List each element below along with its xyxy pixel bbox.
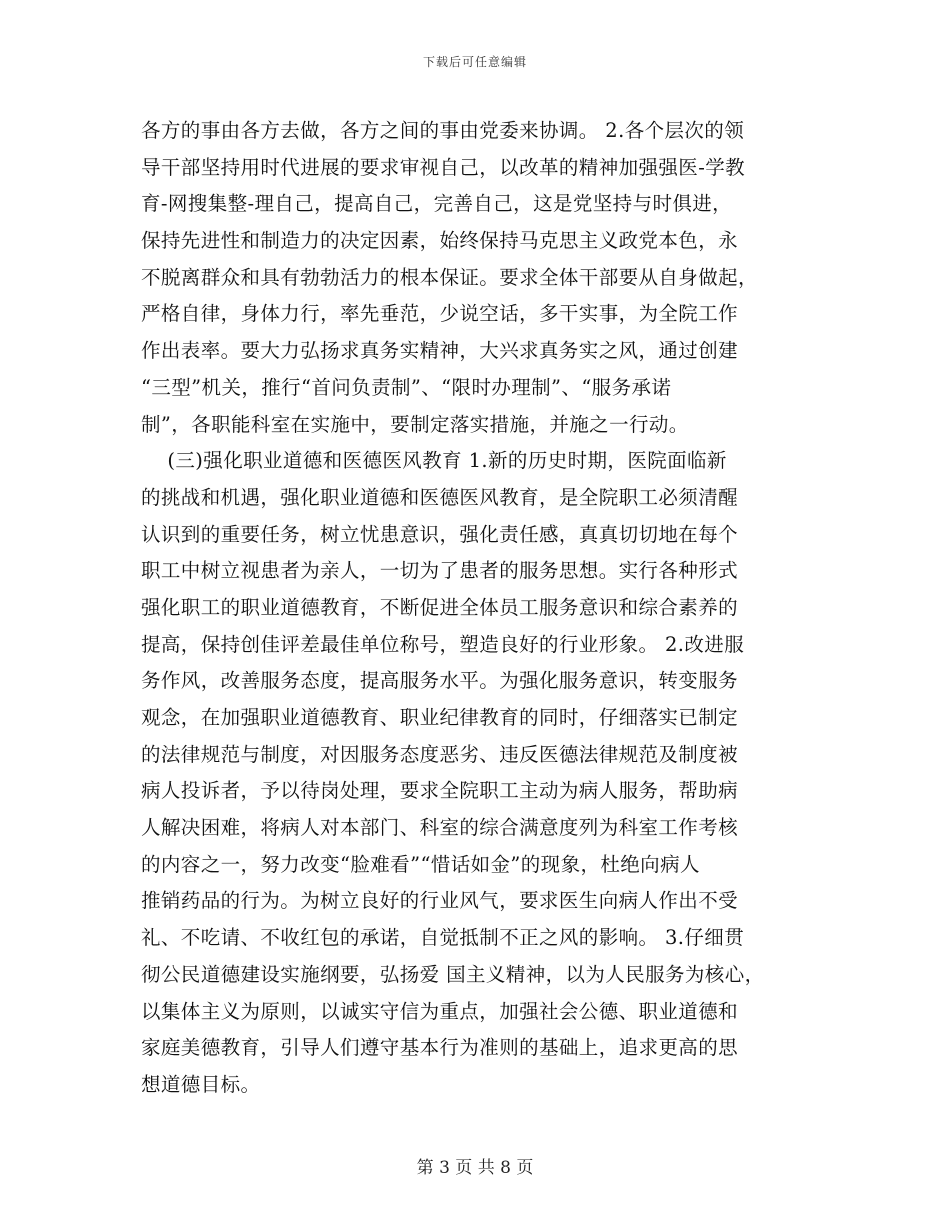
text-line: 观念，在加强职业道德教育、职业纪律教育的同时，仔细落实已制定 — [141, 706, 739, 729]
page-number: 第 3 页 共 8 页 — [416, 1158, 534, 1178]
text-line: 提高，保持创佳评差最佳单位称号，塑造良好的行业形象。 2.改进服 — [141, 632, 745, 656]
text-line: 病人投诉者，予以待岗处理，要求全院职工主动为病人服务，帮助病 — [141, 779, 739, 803]
page-header: 下载后可任意编辑 — [422, 55, 527, 69]
text-line: 的法律规范与制度，对因服务态度恶劣、违反医德法律规范及制度被 — [141, 742, 739, 766]
text-line: 保持先进性和制造力的决定因素，始终保持马克思主义政党本色，永 — [141, 229, 739, 253]
text-line: 职工中树立视患者为亲人，一切为了患者的服务思想。实行各种形式 — [141, 559, 739, 583]
text-line: 彻公民道德建设实施纲要，弘扬爱 国主义精神，以为人民服务为核心， — [141, 962, 765, 986]
text-line: 以集体主义为原则，以诚实守信为重点，加强社会公德、职业道德和 — [141, 999, 739, 1023]
text-line: (三)强化职业道德和医德医风教育 1.新的历史时期，医院面临新 — [141, 449, 727, 473]
text-line: 强化职工的职业道德教育，不断促进全体员工服务意识和综合素养的 — [141, 595, 739, 619]
text-line: 各方的事由各方去做，各方之间的事由党委来协调。 2.各个层次的领 — [141, 119, 745, 142]
text-line: 推销药品的行为。为树立良好的行业风气，要求医生向病人作出不受 — [141, 889, 739, 913]
text-line: 不脱离群众和具有勃勃活力的根本保证。要求全体干部要从自身做起， — [141, 265, 758, 289]
text-line: 的内容之一，努力改变“脸难看”“惜话如金”的现象，杜绝向病人 — [141, 852, 700, 876]
text-line: “三型”机关，推行“首问负责制”、“限时办理制”、“服务承诺 — [141, 375, 672, 399]
text-line: 人解决困难，将病人对本部门、科室的综合满意度列为科室工作考核 — [141, 816, 739, 840]
text-line: 家庭美德教育，引导人们遵守基本行为准则的基础上，追求更高的思 — [141, 1036, 739, 1060]
text-line: 育-网搜集整-理自己，提高自己，完善自己，这是党坚持与时俱进， — [141, 192, 733, 216]
text-line: 严格自律，身体力行，率先垂范，少说空话，多干实事，为全院工作 — [141, 302, 739, 326]
text-line: 务作风，改善服务态度，提高服务水平。为强化服务意识，转变服务 — [141, 669, 739, 693]
text-line: 制”，各职能科室在实施中，要制定落实措施，并施之一行动。 — [141, 412, 689, 436]
text-line: 导干部坚持用时代进展的要求审视自己，以改革的精神加强强医-学教 — [141, 155, 745, 179]
text-line: 认识到的重要任务，树立忧患意识，强化责任感，真真切切地在每个 — [141, 522, 739, 546]
text-line: 作出表率。要大力弘扬求真务实精神，大兴求真务实之风，通过创建 — [141, 339, 739, 363]
text-line: 礼、不吃请、不收红包的承诺，自觉抵制不正之风的影响。 3.仔细贯 — [141, 926, 745, 950]
text-line: 的挑战和机遇，强化职业道德和医德医风教育，是全院职工必须清醒 — [141, 485, 739, 509]
text-line: 想道德目标。 — [141, 1072, 261, 1096]
document-body — [141, 113, 821, 1104]
